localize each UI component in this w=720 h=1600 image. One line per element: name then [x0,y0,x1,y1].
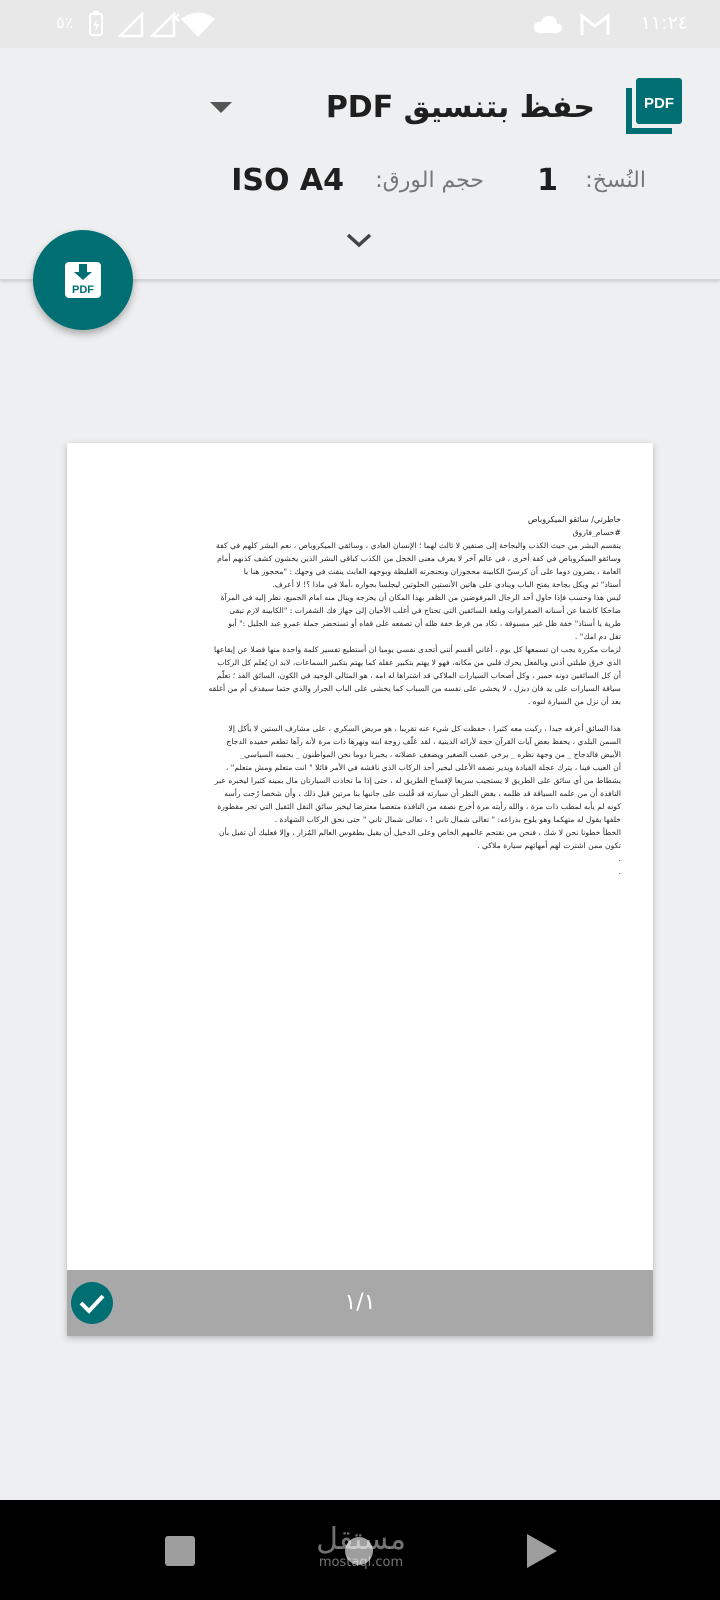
document-line: أن العيب فينا ، يترك عجلة القيادة ويدير نصفه الأعلى ليخبر أحد الركاب الذي ناقشه في الأمر قائلا " انت متعلم ومش متعلم" ، [225,763,621,772]
paper-size-value: ISO A4 [231,163,344,198]
document-line: لزمات مكررة يجب ان تسمعها كل يوم ، أغاني أقسم أنني أتحدى نفسي يوميا ان أستطيع تفسير كلمة واحدة منها فضلا عن إيقاعها [214,645,621,654]
no-signal-icon [150,12,180,38]
copies-label: النُسخ: [585,168,646,193]
document-line: الخطأ خطونا نحن لا شك ، فنحن من نقتحم عالمهم الخاص وعلى الدخيل أن يقبل بطقوس العالم المُزار ، وإلا فعليك أن تقبل بأن [218,828,621,837]
battery-icon [88,11,104,37]
document-line: العامة ، يصرون دوما على أن كرسيّ الكابينة محجوزان وبحنجرته الغليظة وبوجهه العابث ينفث في وجهك : "محجوز هنا يا [243,567,621,576]
pdf-logo-icon [626,78,682,134]
recents-button[interactable] [165,1536,195,1566]
cloud-icon [533,14,563,34]
document-line: أستاذ" ثم ويكل بجاحة يفتح الباب وينادي على هاتين الأنستين الحلوتين ليجلسا بجواره ،أملا في ماذا ؟! لا أعرف. [272,580,621,589]
document-line: وسائقو الميكروباص في كفة أخرى ، في عالم آخر لا يعرف معنى الخجل من الكذب كباقي البشر الذين يخشون كشف كذبهم أمام [217,554,621,563]
document-line: الأبيض فالدجاج _ من وجهة نظره _ يرخي عصب الصغير ويضعف عضلاته ، يخبرنا دوما نحن المواطنون _ بحسه السياسي_ [240,750,621,759]
document-title: خاطرتي/ سائقو الميكروباص [527,515,621,524]
destination-title[interactable]: حفظ بتنسيق PDF [325,90,595,125]
document-line: سياقة السيارات على يد فان ديزل ، لا يخشى على نفسه من السباب كما يخشى على الباب الجرار والذي حتما سيقذف أم من أغلقه [208,684,621,693]
document-line: ينقسم البشر من حيث الكذب والبجاحة إلى صنفين لا ثالث لهما ؛ الإنسان العادي ، وسائقي الميكروباص ، نعم البشر كلهم في كفة [216,541,621,550]
document-line: ضاحكا كاشفا عن أسنانه الصفراوات وبلغة السائقين التي تحتاج في أغلب الأحيان إلى جهاز فك الشفرات : "الكابينة لازم تبقى [229,606,621,615]
document-line: النافذة أن من علمه السياقة قد ظلمه ، بغض النظر أن سيارته قد قُلبت على جانبها بنا مرتين قبل ذلك ، وأن شخصا رُجت رأسه [224,789,621,798]
watermark [316,1524,406,1570]
page-preview[interactable] [67,443,653,1336]
navigation-bar [0,1500,720,1600]
document-line: طرية يا أستاذ" خفة ظل غير مسبوقة ، تكاد من فرط خفة ظله أن تصفعه على قفاه أو تستحضر جملة عمرو عبد الجليل :" أبو [228,619,621,628]
destination-dropdown-icon[interactable] [210,102,232,113]
wifi-icon [180,12,216,38]
page-preview-footer [67,1270,653,1336]
document-text [67,513,653,878]
status-time: ١١:٢٤ [640,12,688,34]
expand-chevron-icon[interactable] [344,230,374,250]
document-line: تكون ممن اشترت لهم أمهاتهم سيارة ملاكي . [477,841,621,850]
gmail-icon [580,13,610,37]
status-bar [0,0,720,48]
paper-size-label: حجم الورق: [375,168,484,193]
document-line: تقل دم امك" . [574,632,621,641]
document-line: السمن البلدي ، يحفظ بعض آيات القرآن حجة لأرائه الدينية ، لقد عَلّف زوجة ابنه ونهرها ذات مرة لأنه رآها تطعم حفيده الدجاج [226,737,621,746]
save-pdf-button[interactable] [33,230,133,330]
copies-value: 1 [537,163,558,198]
document-line: كونه لم يأبه لمطب ذات مرة ، والله رأيته مرة أخرج نصفه من النافذة متعصبا معترضا ليخبر سائق النقل الثقيل التي تجر مقطورة [217,802,621,811]
document-line: بعد أن نزل من السيارة لتوه . [527,697,621,706]
page-number: ١/١ [344,1290,376,1315]
document-line: الذي خرق طبلتي أذني وبالفعل يحرك قلبي من مكانه، فهو لا يهتم بتكبير عقله كما يهتم بتكبير السماعات، لابد ان يُعلم كل الركاب [217,658,621,667]
watermark-sub: mostaql.com [318,1555,404,1570]
document-author: #حسام_فاروق [572,528,621,537]
document-line: هذا السائق أعرفه جيدا ، ركبت معه كثيرا ، حفظت كل شيء عنه تقريبا ، هو مريض السكري ، على مشارف الستين لا يأكل إلا [228,724,621,733]
save-pdf-icon [63,260,103,300]
document-line: أن كل السائقين دونه حمير ، وكل أصحاب السيارات الملاكي قد اشتراها له امه ، هو المثالي الوحيد في الكون، السائق الفذ ؛ تعلّم [216,671,621,680]
signal-icon [118,12,144,38]
pdf-logo-label: PDF [644,95,674,112]
document-line: ليس هذا وحسب فإذا حاول أحد الرجال المرفوضين من الظفر بهذا المكان أن يحرجه وينال منه امام الجميع، نظر إليه في المرآة [220,593,621,602]
document-line: . [618,867,621,876]
document-line: . [618,854,621,863]
battery-percent: ٥٪ [56,13,74,32]
document-line: خلفها يقول له متهكما وهو يلوح بذراعه: " تعالى شمال تاني ! ، تعالى شمال تاني " حتى نحق الركاب الشهادة . [274,815,621,824]
watermark-main: مستقل [316,1522,406,1557]
document-line: يشطاط من أي سائق على الطريق لا يستجيب سريعا لإفساح الطريق له ، حتى إذا ما تحاذت السيارتان مال بمينه كثيرا ليخبره عبر [214,776,621,785]
fab-pdf-label: PDF [72,284,94,296]
back-button[interactable] [527,1534,557,1568]
